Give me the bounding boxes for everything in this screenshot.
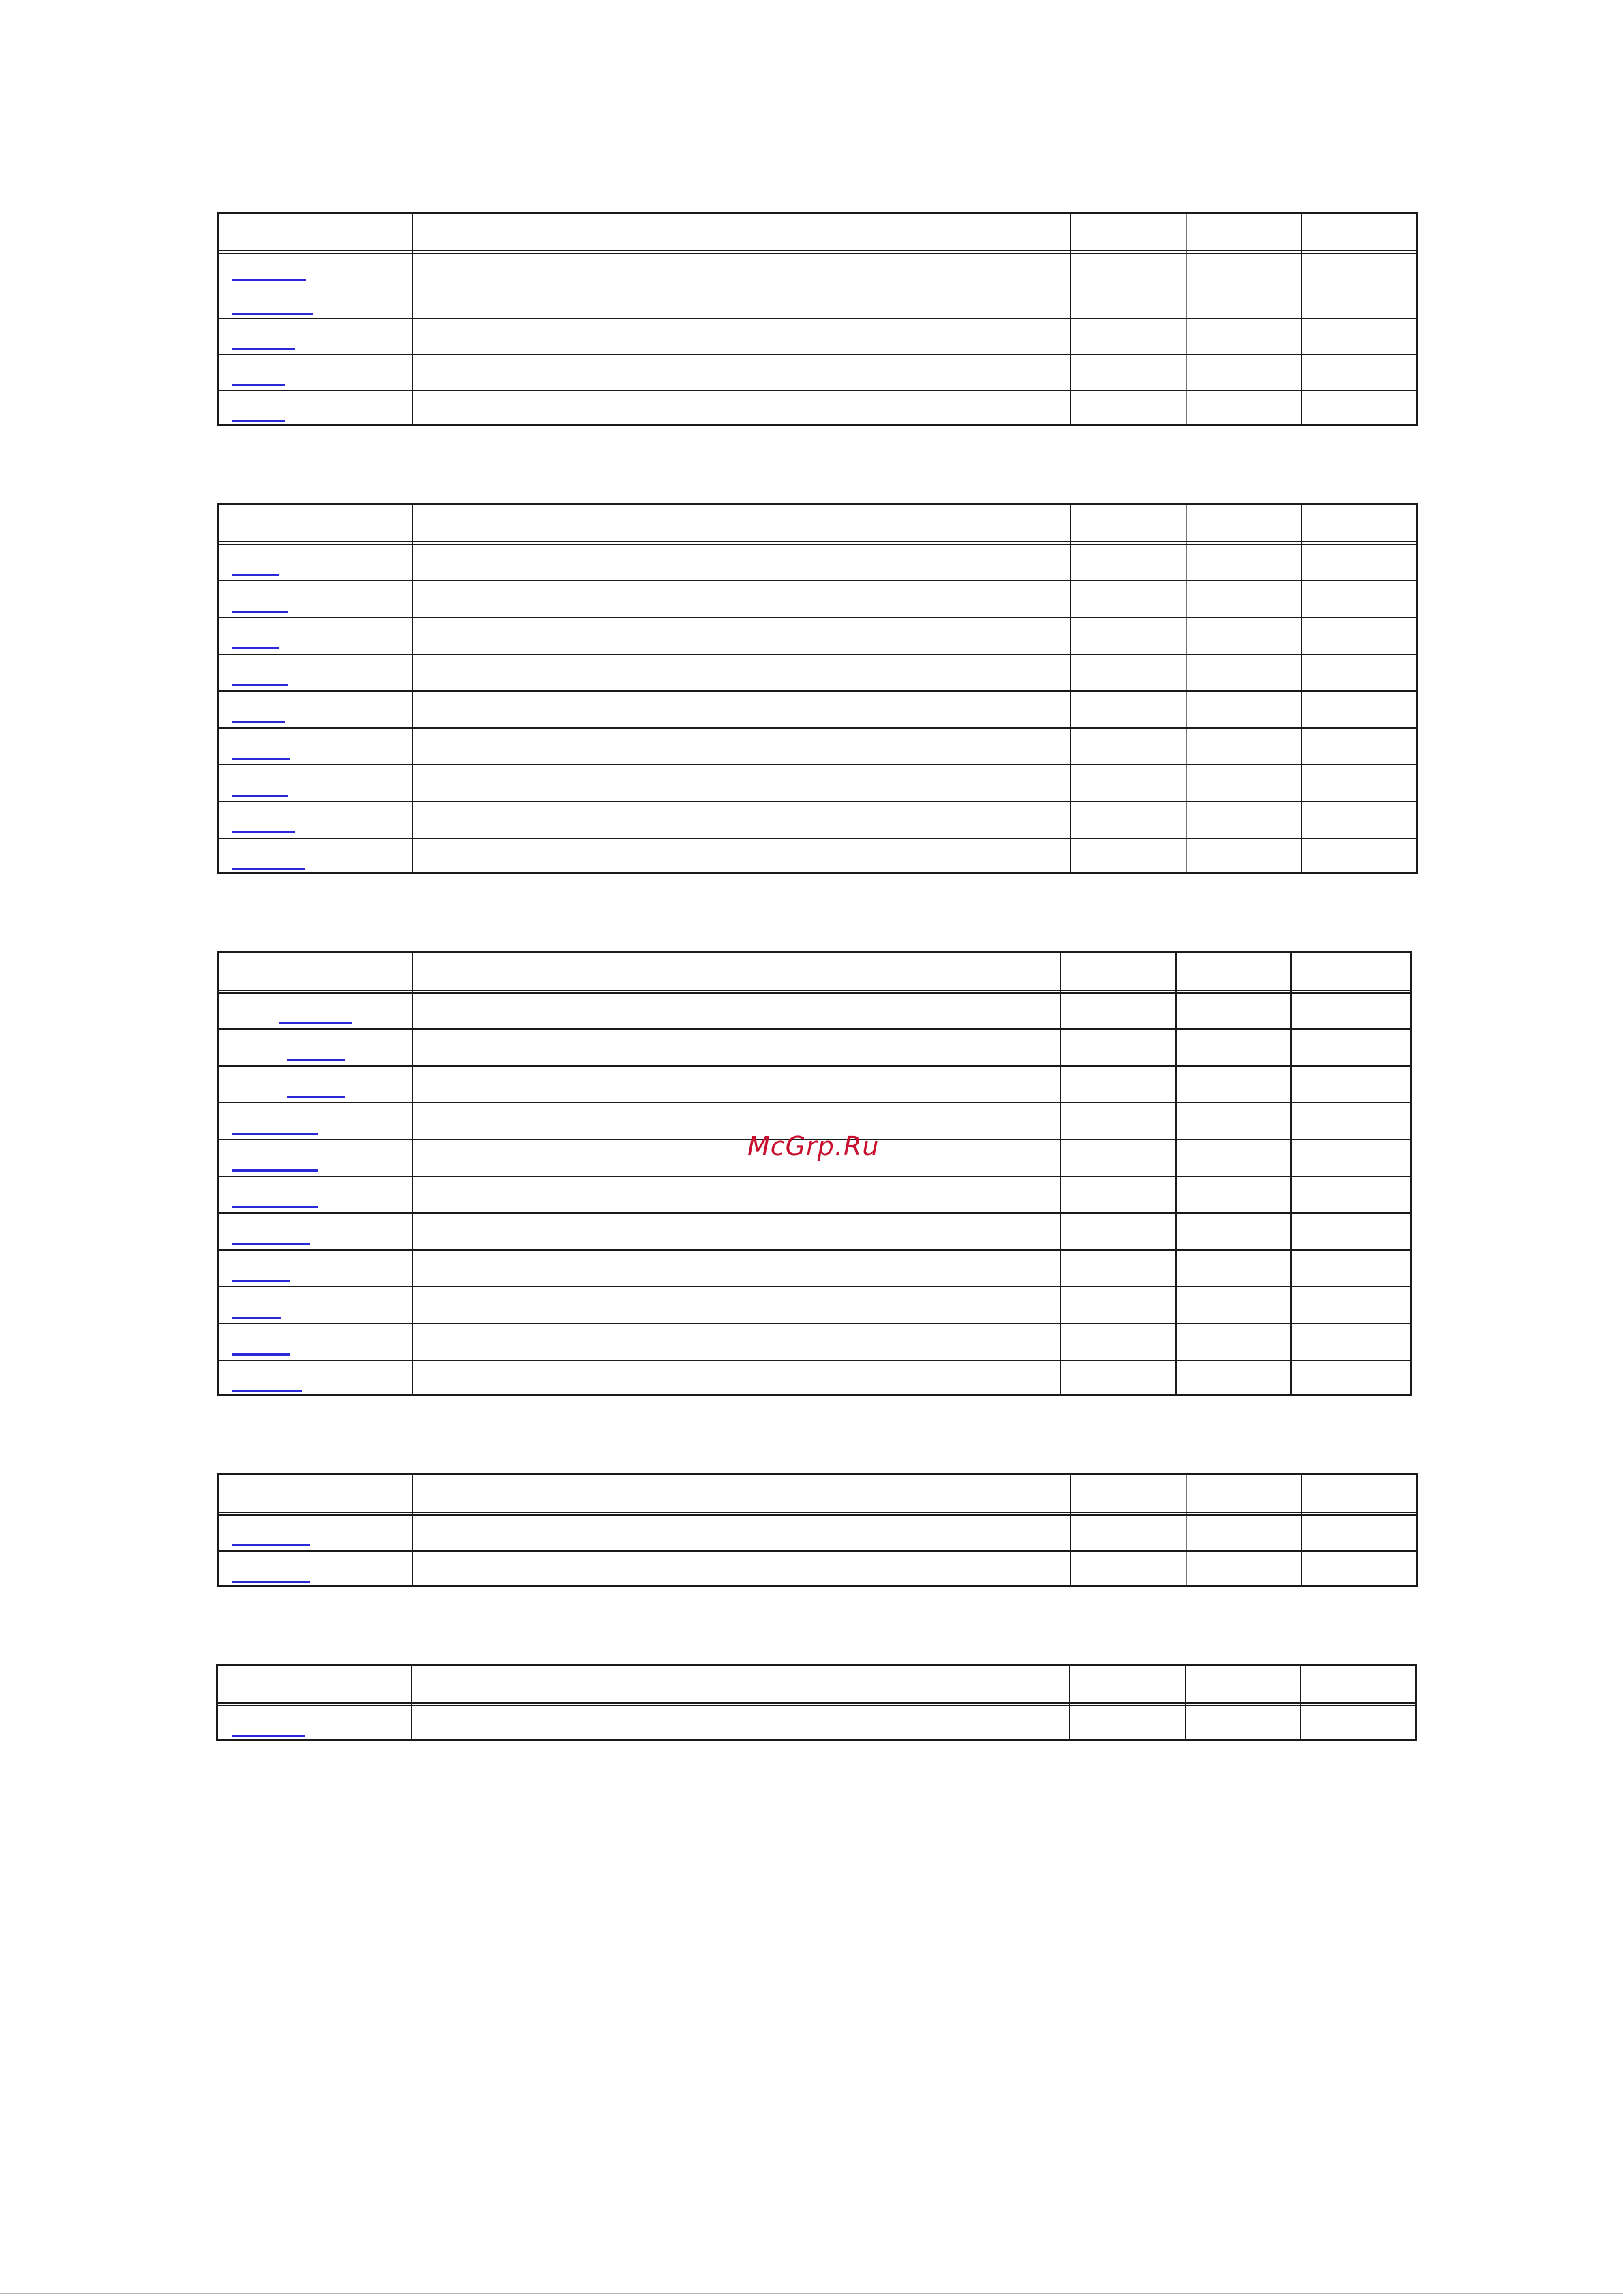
column-divider <box>1186 1475 1187 1585</box>
column-divider <box>1175 953 1177 1394</box>
column-divider <box>1186 505 1187 872</box>
table-row <box>219 1550 1416 1552</box>
table-row <box>219 1065 1410 1067</box>
table-row <box>219 318 1416 319</box>
column-divider <box>412 214 413 424</box>
column-divider <box>1290 953 1292 1394</box>
row-link[interactable] <box>232 1243 310 1245</box>
page-bottom-rule <box>0 2293 1623 2294</box>
row-link[interactable] <box>232 1317 281 1319</box>
row-link[interactable] <box>232 831 295 833</box>
column-divider <box>1060 953 1061 1394</box>
table-row <box>219 617 1416 618</box>
column-divider <box>412 505 413 872</box>
row-link[interactable] <box>232 574 279 576</box>
watermark: McGrp.Ru <box>747 1131 880 1161</box>
table-row <box>219 250 1416 254</box>
row-link[interactable] <box>232 279 306 281</box>
table-row <box>219 764 1416 765</box>
table-row <box>219 727 1416 729</box>
column-divider <box>1301 505 1302 872</box>
column-divider <box>1301 1475 1302 1585</box>
row-link[interactable] <box>232 721 285 723</box>
table-row <box>219 1028 1410 1030</box>
table-row <box>219 354 1416 355</box>
column-divider <box>1070 1475 1071 1585</box>
row-link[interactable] <box>232 384 285 386</box>
table-row <box>219 1360 1410 1361</box>
row-link[interactable] <box>287 1059 345 1061</box>
table-row <box>219 990 1410 994</box>
table-row <box>219 1249 1410 1251</box>
table-row <box>219 1212 1410 1214</box>
table-row <box>218 1702 1415 1706</box>
row-link[interactable] <box>287 1096 345 1098</box>
table-row <box>219 801 1416 802</box>
row-link[interactable] <box>232 758 290 760</box>
row-link[interactable] <box>232 1353 290 1356</box>
row-link[interactable] <box>232 1544 310 1546</box>
table-row <box>219 838 1416 839</box>
table-row <box>219 690 1416 692</box>
column-divider <box>1070 505 1071 872</box>
table-3 <box>217 951 1412 1396</box>
row-link[interactable] <box>232 611 288 613</box>
row-link[interactable] <box>232 647 279 649</box>
table-row <box>219 541 1416 545</box>
column-divider <box>1070 214 1071 424</box>
row-link[interactable] <box>232 1133 318 1135</box>
row-link[interactable] <box>232 684 288 686</box>
row-link[interactable] <box>232 1735 305 1737</box>
row-link[interactable] <box>232 1280 290 1282</box>
row-link[interactable] <box>232 868 305 870</box>
table-2 <box>217 503 1418 874</box>
column-divider <box>412 953 413 1394</box>
table-row <box>219 390 1416 391</box>
row-link[interactable] <box>232 1169 318 1172</box>
row-link[interactable] <box>232 420 285 422</box>
row-link[interactable] <box>232 1390 302 1392</box>
table-row <box>219 1176 1410 1177</box>
row-link[interactable] <box>232 1581 310 1583</box>
table-5 <box>216 1664 1417 1741</box>
table-row <box>219 654 1416 655</box>
table-row <box>219 1102 1410 1103</box>
row-link[interactable] <box>232 1206 318 1208</box>
table-row <box>219 1323 1410 1324</box>
table-row <box>219 1286 1410 1287</box>
row-link[interactable] <box>232 795 288 797</box>
column-divider <box>1301 214 1302 424</box>
column-divider <box>412 1475 413 1585</box>
row-link[interactable] <box>232 313 313 315</box>
table-1 <box>217 212 1418 426</box>
table-row <box>219 1512 1416 1516</box>
table-4 <box>217 1473 1418 1587</box>
table-row <box>219 580 1416 581</box>
row-link[interactable] <box>279 1022 352 1024</box>
row-link[interactable] <box>232 348 295 350</box>
column-divider <box>1186 214 1187 424</box>
